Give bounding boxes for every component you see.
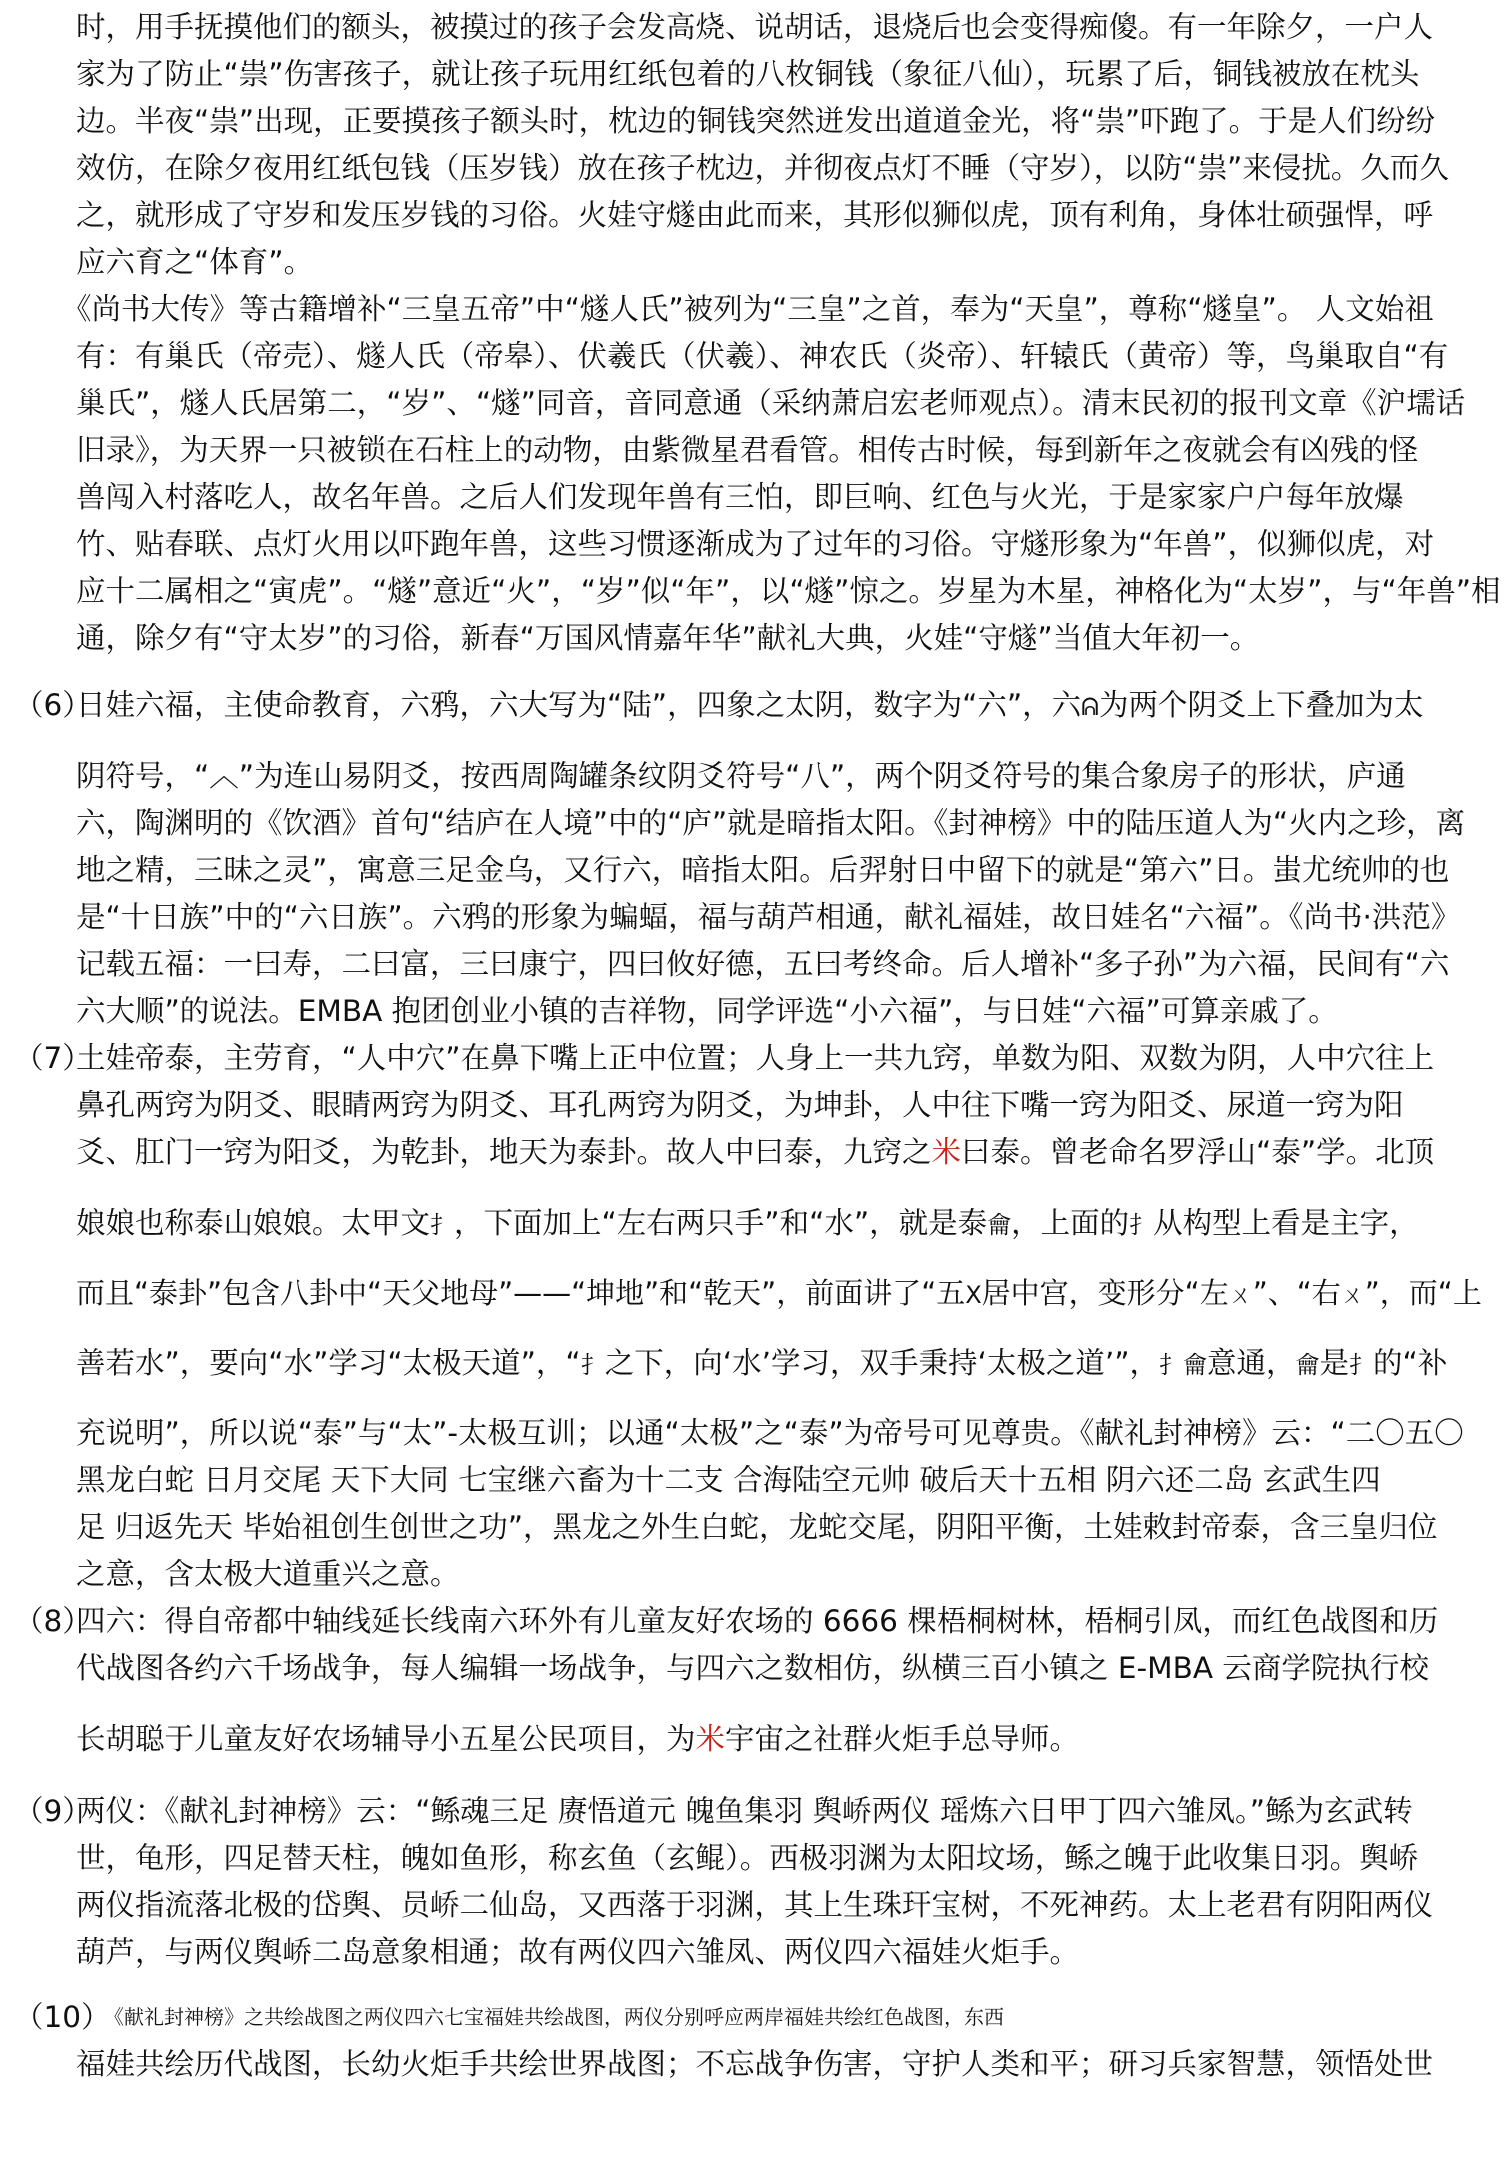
text-line: 应十二属相之“寅虎”。“燧”意近“火”，“岁”似“年”，以“燧”惊之。岁星为木星，神格化为“太岁”，与“年兽”相 — [76, 574, 1501, 608]
text-line: 六，陶渊明的《饮酒》首句“结庐在人境”中的“庐”就是暗指太阳。《封神榜》中的陆压道人为“火内之珍，离 — [76, 806, 1466, 840]
text-line: 土娃帝泰，主劳育，“人中穴”在鼻下嘴上正中位置；人身上一共九窍，单数为阳、双数为阴，人中穴往上 — [76, 1041, 1435, 1075]
five-glyph-icon: X — [965, 1281, 982, 1309]
text-line: 旧录》，为天界一只被锁在石柱上的动物，由紫微星君看管。相传古时候，每到新年之夜就会有凶残的怪 — [76, 433, 1419, 467]
red-seal-glyph-icon: ⽶ — [931, 1135, 962, 1169]
text-line: 代战图各约六千场战争，每人编辑一场战争，与四六之数相仿，纵横三百小镇之 E-MBA 云商学院执行校 — [76, 1651, 1429, 1685]
six-glyph-icon: ᕱ — [1081, 693, 1099, 721]
tai-full-glyph-icon: 龠 — [1183, 1351, 1207, 1379]
text-line: 记载五福：一曰寿，二曰富，三曰康宁，四曰攸好德，五曰考终命。后人增补“多子孙”为六福，民间有“六 — [76, 947, 1450, 981]
tai-small-glyph-icon: ⺘ — [1129, 1211, 1154, 1239]
text-line: 通，除夕有“守太岁”的习俗，新春“万国风情嘉年华”献礼大典，火娃“守燧”当值大年初一。 — [76, 621, 1260, 655]
text-line: 之，就形成了守岁和发压岁钱的习俗。火娃守燧由此而来，其形似狮似虎，顶有利角，身体壮硕强悍，呼 — [76, 198, 1434, 232]
text-line: 巢氏”，燧人氏居第二，“岁”、“燧”同音，音同意通（采纳萧启宏老师观点）。清末民初的报刊文章《沪壖话 — [76, 386, 1466, 420]
text-line: 葫芦，与两仪舆峤二岛意象相通；故有两仪四六雏凤、两仪四六福娃火炬手。 — [76, 1935, 1080, 1969]
text-line: 日娃六福，主使命教育，六鸦，六大写为“陆”，四象之太阴，数字为“六”，六ᕱ为两个阴爻上下叠加为太 — [76, 688, 1424, 722]
text-line: 兽闯入村落吃人，故名年兽。之后人们发现年兽有三怕，即巨响、红色与火光，于是家家户户每年放爆 — [76, 480, 1404, 514]
item-number: （8） — [14, 1604, 92, 1638]
item-number: （10） — [14, 2000, 111, 2034]
text-line: 福娃共绘历代战图，长幼火炬手共绘世界战图；不忘战争伤害，守护人类和平；研习兵家智慧，领悟处世 — [76, 2047, 1434, 2081]
text-line: 娘娘也称泰山娘娘。太甲文⺘，下面加上“左右两只手”和“水”，就是泰龠，上面的⺘从构型上看是主字， — [76, 1206, 1419, 1240]
tai-small-glyph-icon: ⺘ — [430, 1211, 455, 1239]
text-line: 爻、肛门一窍为阳爻，为乾卦，地天为泰卦。故人中曰泰，九窍之⽶曰泰。曾老命名罗浮山“泰”学。北顶 — [76, 1135, 1435, 1169]
right-mark-glyph-icon: ㄨ — [1340, 1281, 1365, 1309]
text-line: 阴符号，“︿”为连山易阴爻，按西周陶罐条纹阴爻符号“八”，两个阴爻符号的集合象房子的形状，庐通 — [76, 759, 1406, 793]
tai-full-glyph-icon: 龠 — [987, 1211, 1012, 1239]
text-line: 六大顺”的说法。EMBA 抱团创业小镇的吉祥物，同学评选“小六福”，与日娃“六福”可算亲戚了。 — [76, 994, 1338, 1028]
text-line: 是“十日族”中的“六日族”。六鸦的形象为蝙蝠，福与葫芦相通，献礼福娃，故日娃名“六福”。《尚书·洪范》 — [76, 900, 1461, 934]
red-seal-glyph-icon: ⽶ — [695, 1722, 726, 1756]
text-line: 充说明”，所以说“泰”与“太”-太极互训；以通“太极”之“泰”为帝号可见尊贵。《献礼封神榜》云：“二〇五〇 — [76, 1416, 1464, 1450]
text-line: 足 归返先天 毕始祖创生创世之功”，黑龙之外生白蛇，龙蛇交尾，阴阳平衡，土娃敕封帝泰，含三皇归位 — [76, 1510, 1438, 1544]
text-line: 时，用手抚摸他们的额头，被摸过的孩子会发高烧、说胡话，退烧后也会变得痴傻。有一年除夕，一户人 — [76, 10, 1434, 44]
tai-small-glyph-icon: ⺘ — [1349, 1351, 1374, 1379]
text-line: 《尚书大传》等古籍增补“三皇五帝”中“燧人氏”被列为“三皇”之首，奉为“天皇”，尊称“燧皇”。 人文始祖 — [62, 292, 1434, 326]
item-number: （9） — [14, 1794, 92, 1828]
text-line: 应六育之“体育”。 — [76, 245, 314, 279]
text-line: 之意，含太极大道重兴之意。 — [76, 1557, 460, 1591]
tai-small-glyph-icon: ⺘ — [580, 1351, 605, 1379]
text-line: 地之精，三昧之灵”，寓意三足金乌，又行六，暗指太阳。后羿射日中留下的就是“第六”日。蚩尤统帅的也 — [76, 853, 1450, 887]
text-line: 效仿，在除夕夜用红纸包钱（压岁钱）放在孩子枕边，并彻夜点灯不睡（守岁），以防“祟”来侵扰。久而久 — [76, 151, 1449, 185]
text-line: 而且“泰卦”包含八卦中“天父地母”——“坤地”和“乾天”，前面讲了“五X居中宫，变形分“左ㄨ”、“右ㄨ”，而“上 — [76, 1276, 1482, 1310]
text-line: 黑龙白蛇 日月交尾 天下大同 七宝继六畜为十二支 合海陆空元帅 破后天十五相 阴六还二岛 玄武生四 — [76, 1463, 1381, 1497]
text-line: 家为了防止“祟”伤害孩子，就让孩子玩用红纸包着的八枚铜钱（象征八仙），玩累了后，铜钱被放在枕头 — [76, 57, 1420, 91]
text-line: 竹、贴春联、点灯火用以吓跑年兽，这些习惯逐渐成为了过年的习俗。守燧形象为“年兽”，似狮似虎，对 — [76, 527, 1435, 561]
text-line: 善若水”，要向“水”学习“太极天道”，“⺘之下，向‘水’学习，双手秉持‘太极之道’”，⺘龠意通，龠是⺘的“补 — [76, 1346, 1448, 1380]
left-mark-glyph-icon: ㄨ — [1228, 1281, 1253, 1309]
text-line: 《献礼封神榜》之共绘战图之两仪四六七宝福娃共绘战图，两仪分别呼应两岸福娃共绘红色战图，东西 — [104, 2005, 1004, 2029]
text-line: 鼻孔两窍为阴爻、眼睛两窍为阴爻、耳孔两窍为阴爻，为坤卦，人中往下嘴一窍为阳爻、尿道一窍为阳 — [76, 1088, 1404, 1122]
tai-full-glyph-icon: 龠 — [1295, 1351, 1320, 1379]
text-line: 长胡聪于儿童友好农场辅导小五星公民项目，为⽶宇宙之社群火炬手总导师。 — [76, 1722, 1080, 1756]
text-line: 四六：得自帝都中轴线延长线南六环外有儿童友好农场的 6666 棵梧桐树林，梧桐引凤，而红色战图和历 — [76, 1604, 1439, 1638]
text-line: 边。半夜“祟”出现，正要摸孩子额头时，枕边的铜钱突然迸发出道道金光，将“祟”吓跑了。于是人们纷纷 — [76, 104, 1436, 138]
tai-small-glyph-icon: ⺘ — [1159, 1351, 1183, 1379]
text-line: 有：有巢氏（帝売）、燧人氏（帝皋）、伏羲氏（伏羲）、神农氏（炎帝）、轩辕氏（黄帝）等，鸟巢取自“有 — [76, 339, 1449, 373]
text-line: 两仪：《献礼封神榜》云：“鲧魂三足 赓悟道元 魄鱼集羽 舆峤两仪 瑶炼六日甲丁四六雏凤。”鲧为玄武转 — [76, 1794, 1413, 1828]
item-number: （7） — [14, 1041, 92, 1075]
text-line: 两仪指流落北极的岱舆、员峤二仙岛，又西落于羽渊，其上生珠玕宝树，不死神药。太上老君有阴阳两仪 — [76, 1888, 1434, 1922]
text-line: 世，龟形，四足替天柱，魄如鱼形，称玄鱼（玄鲲）。西极羽渊为太阳坟场，鲧之魄于此收集日羽。舆峤 — [76, 1841, 1419, 1875]
item-number: （6） — [14, 688, 92, 722]
